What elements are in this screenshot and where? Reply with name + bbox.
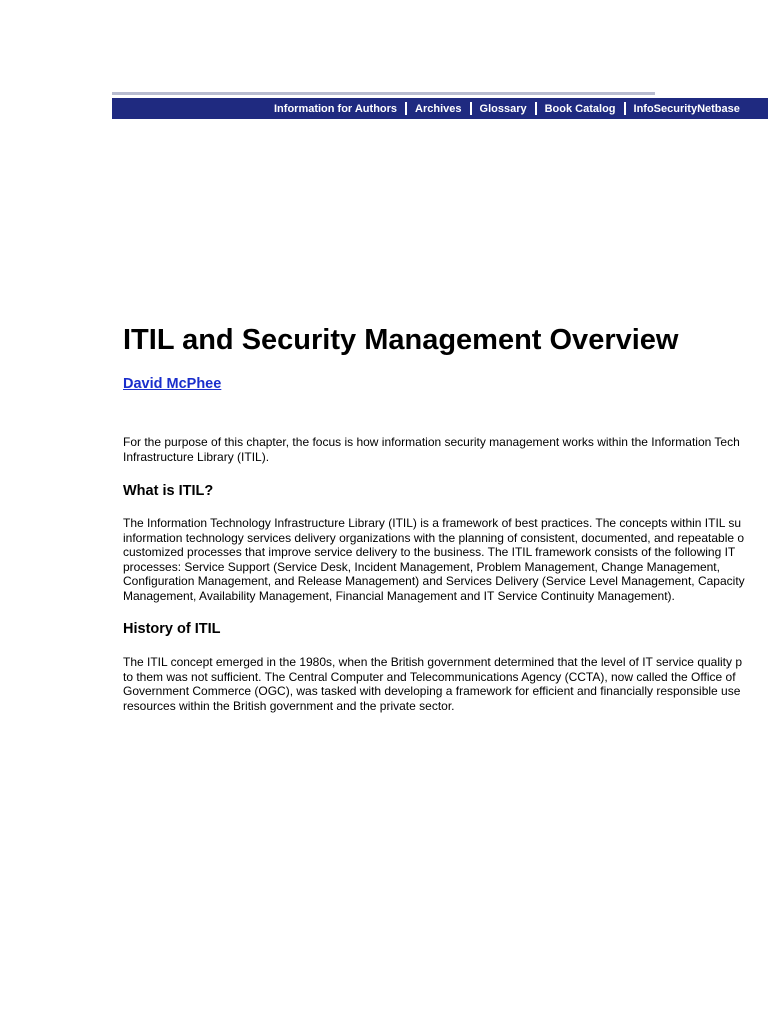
nav-separator xyxy=(405,102,407,115)
text-line: resources within the British government and the private sector. xyxy=(123,698,455,713)
text-line: Management, Availability Management, Financial Management and IT Service Continuity Management). xyxy=(123,588,675,603)
top-nav-bar xyxy=(112,98,768,119)
text-line: processes: Service Support (Service Desk, Incident Management, Problem Management, Change Management, xyxy=(123,559,720,574)
text-line: Infrastructure Library (ITIL). xyxy=(123,449,270,464)
nav-separator xyxy=(470,102,472,115)
text-line: information technology services delivery organizations with the planning of consistent, documented, and repeatable o xyxy=(123,530,745,545)
nav-link-archives[interactable]: Archives xyxy=(415,102,462,115)
text-line: to them was not sufficient. The Central Computer and Telecommunications Agency (CCTA), now called the Office of xyxy=(123,669,736,684)
header-rule xyxy=(112,92,655,95)
section-heading-what-is-itil: What is ITIL? xyxy=(123,483,214,499)
nav-separator xyxy=(624,102,626,115)
text-line: customized processes that improve service delivery to the business. The ITIL framework consists of the following IT xyxy=(123,545,736,559)
nav-link-glossary[interactable]: Glossary xyxy=(479,102,527,115)
nav-link-information-for-authors[interactable]: Information for Authors xyxy=(274,102,398,115)
nav-links xyxy=(274,98,740,119)
text-line: Government Commerce (OGC), was tasked with developing a framework for efficient and financially responsible use xyxy=(123,684,741,698)
article-title: ITIL and Security Management Overview xyxy=(123,324,679,356)
text-line: The Information Technology Infrastructure Library (ITIL) is a framework of best practices. The concepts within ITIL su xyxy=(123,516,742,530)
section-paragraph-what-is-itil xyxy=(123,516,768,603)
nav-link-infosecuritynetbase[interactable]: InfoSecurityNetbase xyxy=(633,102,740,115)
intro-paragraph xyxy=(123,435,768,464)
text-line: Configuration Management, and Release Management) and Services Delivery (Service Level Management, Capacity xyxy=(123,574,745,588)
text-line: For the purpose of this chapter, the focus is how information security management works within the Information Tech xyxy=(123,435,740,449)
nav-separator xyxy=(535,102,537,115)
text-line: The ITIL concept emerged in the 1980s, when the British government determined that the level of IT service quality p xyxy=(123,655,743,669)
nav-link-book-catalog[interactable]: Book Catalog xyxy=(544,102,616,115)
section-heading-history-of-itil: History of ITIL xyxy=(123,621,221,637)
section-paragraph-history-of-itil xyxy=(123,655,768,713)
author-link[interactable]: David McPhee xyxy=(123,376,222,392)
